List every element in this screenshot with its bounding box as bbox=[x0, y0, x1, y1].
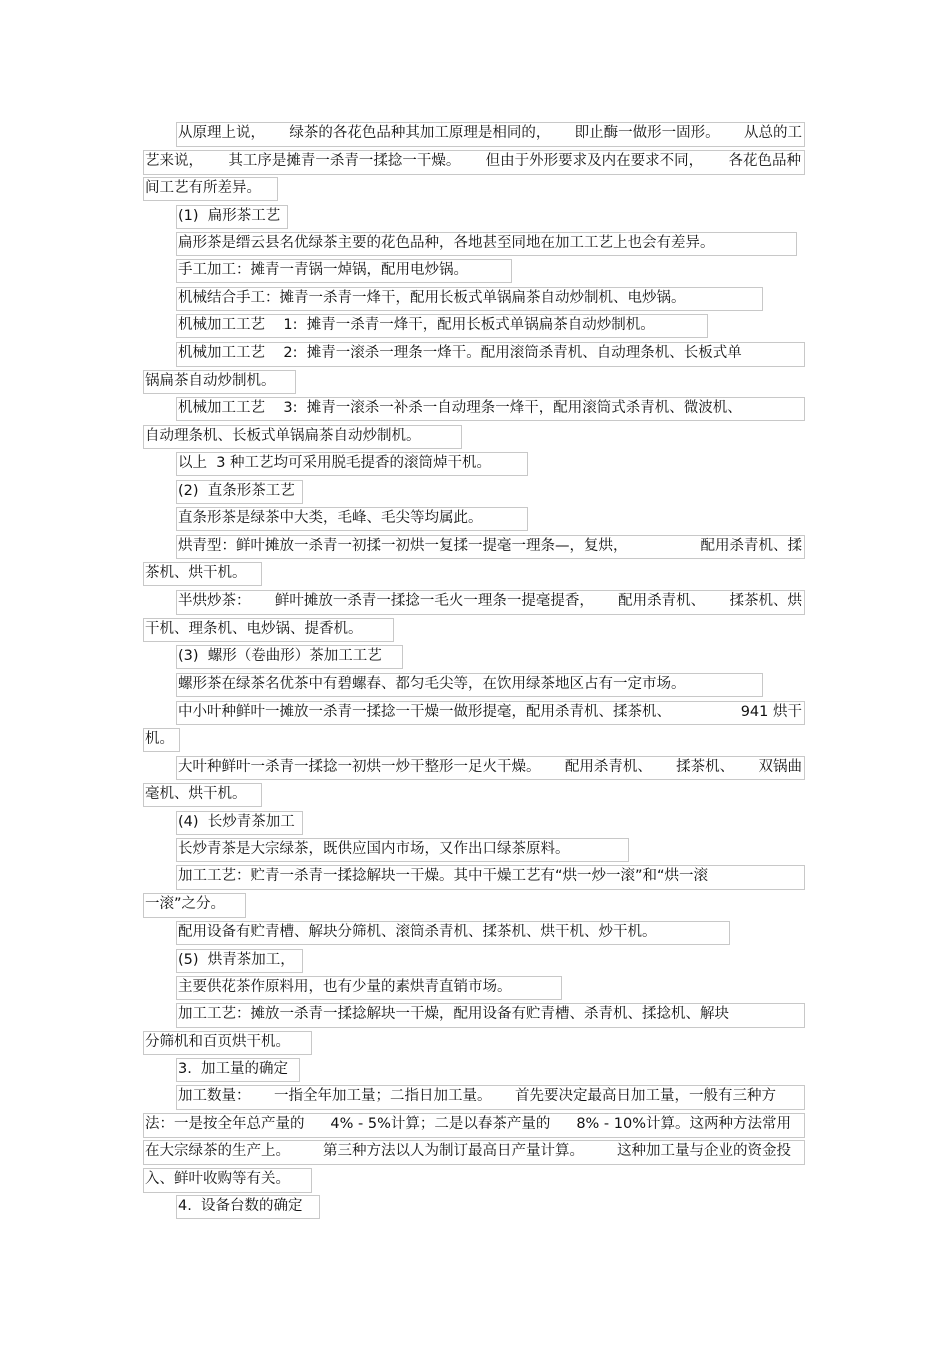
text-line: 以上 3 种工艺均可采用脱毛提香的滚筒焯干机。 bbox=[178, 455, 492, 471]
text-segment: 法：一是按全年总产量的 bbox=[145, 1116, 305, 1132]
text-segment: 这种加工量与企业的资金投 bbox=[617, 1143, 791, 1159]
text-segment: 艺来说， bbox=[145, 153, 203, 169]
text-segment: 半烘炒茶： bbox=[178, 593, 251, 609]
text-line bbox=[178, 537, 802, 556]
text-segment: 大叶种鲜叶一杀青一揉捻一初烘一炒干整形一足火干燥。 bbox=[178, 759, 541, 775]
text-line: 自动理条机、长板式单锅扁茶自动炒制机。 bbox=[145, 428, 421, 444]
text-line: 毫机、烘干机。 bbox=[145, 786, 247, 802]
text-line bbox=[178, 1087, 776, 1106]
text-segment: 配用杀青机、 bbox=[618, 593, 706, 609]
text-line: 机。 bbox=[145, 731, 174, 747]
text-line: 加工工艺：摊放一杀青一揉捻解块一干燥，配用设备有贮青槽、杀青机、揉捻机、解块 bbox=[178, 1006, 729, 1022]
text-segment: 配用杀青机、 bbox=[564, 759, 652, 775]
text-line: (4) 长炒青茶加工 bbox=[178, 814, 295, 830]
text-segment: 配用杀青机、揉 bbox=[700, 538, 802, 554]
text-line: 间工艺有所差异。 bbox=[145, 180, 261, 196]
text-line: 入、鲜叶收购等有关。 bbox=[145, 1171, 290, 1187]
text-segment: 加工数量： bbox=[178, 1088, 251, 1104]
text-line: 4. 设备台数的确定 bbox=[178, 1198, 303, 1214]
text-segment: 揉茶机、 bbox=[676, 759, 735, 775]
text-line: 螺形茶在绿茶名优茶中有碧螺春、都匀毛尖等，在饮用绿茶地区占有一定市场。 bbox=[178, 676, 686, 692]
text-segment: 4% - 5%计算；二是以春茶产量的 bbox=[330, 1116, 551, 1132]
text-line: 3. 加工量的确定 bbox=[178, 1061, 289, 1077]
text-line: 直条形茶是绿茶中大类，毛峰、毛尖等均属此。 bbox=[178, 510, 483, 526]
text-segment: 但由于外形要求及内在要求不同， bbox=[485, 153, 704, 169]
text-line: 机械加工工艺 2: 摊青一滚杀一理条一烽干。配用滚筒杀青机、自动理条机、长板式单 bbox=[178, 345, 742, 361]
text-segment: 从原理上说， bbox=[178, 125, 265, 141]
text-segment: 8% - 10%计算。这两种方法常用 bbox=[576, 1116, 791, 1132]
text-segment: 即止酶一做形一固形。 bbox=[574, 125, 720, 141]
text-segment: 中小叶种鲜叶一摊放一杀青一揉捻一干燥一做形提毫，配用杀青机、揉茶机、 bbox=[178, 704, 671, 720]
text-line bbox=[145, 1142, 791, 1161]
text-segment: 绿茶的各花色品种其加工原理是相同的， bbox=[289, 125, 551, 141]
text-line: 干机、理条机、电炒锅、提香机。 bbox=[145, 621, 363, 637]
text-line: 机械加工工艺 1: 摊青一杀青一烽干，配用长板式单锅扁茶自动炒制机。 bbox=[178, 317, 655, 333]
text-line: 主要供花茶作原料用，也有少量的素烘青直销市场。 bbox=[178, 979, 512, 995]
text-segment: 从总的工 bbox=[743, 125, 802, 141]
text-line: 机械加工工艺 3: 摊青一滚杀一补杀一自动理条一烽干，配用滚筒式杀青机、微波机、 bbox=[178, 400, 742, 416]
text-line: (1) 扁形茶工艺 bbox=[178, 208, 281, 224]
text-segment: 双锅曲 bbox=[758, 759, 802, 775]
text-segment: 在大宗绿茶的生产上。 bbox=[145, 1143, 290, 1159]
text-line: 茶机、烘干机。 bbox=[145, 565, 247, 581]
text-line bbox=[178, 592, 802, 611]
text-line: (3) 螺形（卷曲形）茶加工工艺 bbox=[178, 648, 382, 664]
text-line: 扁形茶是缙云县名优绿茶主要的花色品种，各地甚至同地在加工工艺上也会有差异。 bbox=[178, 235, 715, 251]
text-line: (2) 直条形茶工艺 bbox=[178, 483, 295, 499]
text-line bbox=[145, 152, 801, 171]
text-segment: 其工序是摊青一杀青一揉捻一干燥。 bbox=[228, 153, 461, 169]
text-segment: 鲜叶摊放一杀青一揉捻一毛火一理条一提毫提香， bbox=[274, 593, 594, 609]
text-line: (5) 烘青茶加工， bbox=[178, 952, 295, 968]
text-line bbox=[178, 703, 802, 722]
text-segment: 一指全年加工量；二指日加工量。 bbox=[274, 1088, 492, 1104]
text-line bbox=[178, 758, 802, 777]
text-line: 加工工艺：贮青一杀青一揉捻解块一干燥。其中干燥工艺有“烘一炒一滚”和“烘一滚 bbox=[178, 868, 709, 884]
text-line bbox=[145, 1115, 791, 1134]
text-segment: 揉茶机、烘 bbox=[729, 593, 802, 609]
text-line: 锅扁茶自动炒制机。 bbox=[145, 373, 276, 389]
text-line: 分筛机和百页烘干机。 bbox=[145, 1034, 290, 1050]
text-line: 一滚”之分。 bbox=[145, 896, 226, 912]
text-line: 机械结合手工：摊青一杀青一烽干，配用长板式单锅扁茶自动炒制机、电炒锅。 bbox=[178, 290, 686, 306]
text-segment: 941 烘干 bbox=[740, 704, 802, 720]
text-segment: 烘青型：鲜叶摊放一杀青一初揉一初烘一复揉一提毫一理条—，复烘， bbox=[178, 538, 628, 554]
text-line: 配用设备有贮青槽、解块分筛机、滚筒杀青机、揉茶机、烘干机、炒干机。 bbox=[178, 924, 657, 940]
text-line bbox=[178, 124, 802, 143]
text-line: 手工加工：摊青一青锅一焯锅，配用电炒锅。 bbox=[178, 262, 468, 278]
text-segment: 第三种方法以人为制订最高日产量计算。 bbox=[323, 1143, 584, 1159]
text-segment: 各花色品种 bbox=[728, 153, 801, 169]
text-segment: 首先要决定最高日加工量，一般有三种方 bbox=[515, 1088, 776, 1104]
text-line: 长炒青茶是大宗绿茶，既供应国内市场，又作出口绿茶原料。 bbox=[178, 841, 570, 857]
